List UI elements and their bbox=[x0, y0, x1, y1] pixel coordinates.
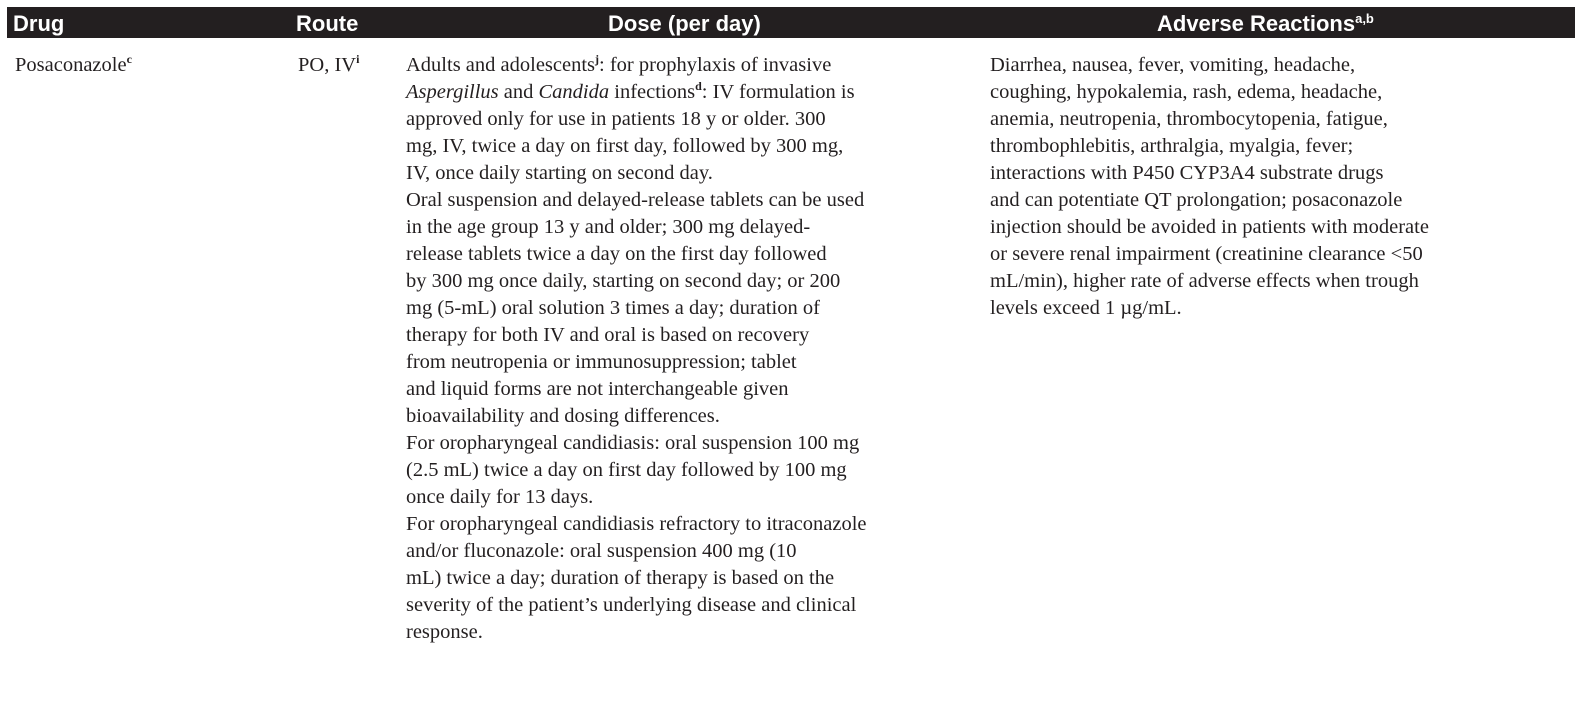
dose-line: (2.5 mL) twice a day on first day followed by 100 mg bbox=[406, 459, 847, 481]
header-adverse-footnote: a,b bbox=[1355, 11, 1374, 26]
dose-text: : for prophylaxis of invasive bbox=[599, 54, 832, 76]
dose-line: from neutropenia or immunosuppression; tablet bbox=[406, 351, 797, 373]
dose-paragraph-refractory bbox=[406, 511, 992, 646]
adverse-line: and can potentiate QT prolongation; posaconazole bbox=[990, 189, 1403, 211]
table-header bbox=[7, 7, 1575, 38]
dose-organism: Aspergillus bbox=[406, 81, 499, 103]
adverse-line: levels exceed 1 µg/mL. bbox=[990, 297, 1182, 319]
dose-line: For oropharyngeal candidiasis: oral suspension 100 mg bbox=[406, 432, 860, 454]
dose-paragraph-oropharyngeal bbox=[406, 430, 992, 511]
dose-line: release tablets twice a day on the first day followed bbox=[406, 243, 827, 265]
header-route: Route bbox=[296, 11, 359, 36]
dose-line bbox=[406, 52, 992, 79]
dose-text: : IV formulation is bbox=[701, 81, 855, 103]
adverse-line: mL/min), higher rate of adverse effects when trough bbox=[990, 270, 1419, 292]
header-adverse-label: Adverse Reactions bbox=[1157, 11, 1356, 36]
cell-drug bbox=[15, 52, 275, 79]
adverse-line: anemia, neutropenia, thrombocytopenia, fatigue, bbox=[990, 108, 1388, 130]
dose-line: mg (5-mL) oral solution 3 times a day; duration of bbox=[406, 297, 820, 319]
dose-line: response. bbox=[406, 621, 483, 643]
dose-text: and bbox=[498, 81, 539, 103]
dose-footnote-j: j bbox=[595, 52, 600, 66]
dose-line: therapy for both IV and oral is based on recovery bbox=[406, 324, 810, 346]
dose-line: For oropharyngeal candidiasis refractory to itraconazole bbox=[406, 513, 867, 535]
dose-organism: Candida bbox=[538, 81, 610, 103]
dose-line: approved only for use in patients 18 y or older. 300 bbox=[406, 108, 826, 130]
dose-line bbox=[406, 79, 992, 106]
adverse-line: interactions with P450 CYP3A4 substrate drugs bbox=[990, 162, 1384, 184]
header-drug: Drug bbox=[13, 11, 65, 36]
route-text: PO, IV bbox=[298, 54, 357, 76]
adverse-line: Diarrhea, nausea, fever, vomiting, headache, bbox=[990, 54, 1356, 76]
dose-line: bioavailability and dosing differences. bbox=[406, 405, 720, 427]
dose-line: by 300 mg once daily, starting on second day; or 200 bbox=[406, 270, 841, 292]
dose-line: and/or fluconazole: oral suspension 400 mg (10 bbox=[406, 540, 797, 562]
adverse-line: coughing, hypokalemia, rash, edema, headache, bbox=[990, 81, 1383, 103]
route-footnote: i bbox=[356, 52, 360, 66]
cell-route bbox=[298, 52, 393, 79]
dose-text: Adults and adolescents bbox=[406, 54, 596, 76]
dose-line: and liquid forms are not interchangeable given bbox=[406, 378, 789, 400]
dose-line: Oral suspension and delayed-release tablets can be used bbox=[406, 189, 865, 211]
drug-footnote: c bbox=[126, 52, 132, 66]
dose-footnote-d: d bbox=[695, 79, 702, 93]
drug-name: Posaconazole bbox=[15, 54, 127, 76]
header-adverse bbox=[1157, 11, 1374, 37]
dose-line: in the age group 13 y and older; 300 mg delayed- bbox=[406, 216, 811, 238]
dose-paragraph-oral bbox=[406, 187, 992, 430]
adverse-paragraph bbox=[990, 52, 1575, 322]
dose-line: severity of the patient’s underlying disease and clinical bbox=[406, 594, 857, 616]
dose-paragraph-prophylaxis bbox=[406, 52, 992, 187]
adverse-line: injection should be avoided in patients with moderate bbox=[990, 216, 1429, 238]
dose-text: infections bbox=[609, 81, 696, 103]
dose-line: once daily for 13 days. bbox=[406, 486, 594, 508]
dose-line: mL) twice a day; duration of therapy is based on the bbox=[406, 567, 835, 589]
adverse-line: or severe renal impairment (creatinine clearance <50 bbox=[990, 243, 1423, 265]
header-dose: Dose (per day) bbox=[608, 11, 761, 36]
dose-line: mg, IV, twice a day on first day, followed by 300 mg, bbox=[406, 135, 844, 157]
cell-dose bbox=[406, 52, 976, 646]
adverse-line: thrombophlebitis, arthralgia, myalgia, fever; bbox=[990, 135, 1354, 157]
dose-line: IV, once daily starting on second day. bbox=[406, 162, 713, 184]
cell-adverse-reactions bbox=[990, 52, 1570, 322]
